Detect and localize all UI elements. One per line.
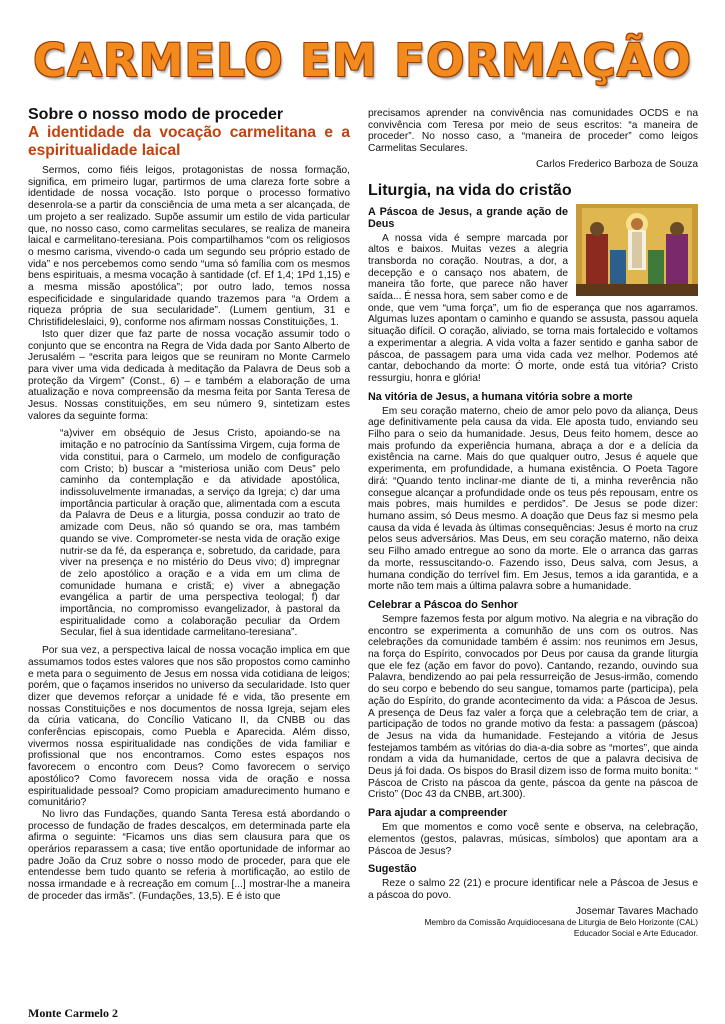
- right-column: [368, 108, 698, 938]
- paragraph: A nossa vida é sempre marcada por altos e baixos. Muitas vezes a alegria transborda no coração. Noutras, a dor, a decepção e o cansaço nos abatem, de maneira tão forte, que parece não haver saída... É nessa hora, sem saber como e de onde, que vem “uma força”, um fio de esperança que nos agarramos. Algumas luzes apontam o caminho e quando se assusta, passou aquela situação difícil. O coração, aliviado, se torna mais fortalecido e voltamos a experimentar a alegria. A vida volta a fazer sentido e ganha sabor de páscoa, de passagem para uma vida cada vez melhor. Podemos até cantar, debochando da morte: Ó morte, onde está tua vitória? Cristo ressurgiu, honra e glória!: [368, 232, 698, 384]
- author-affiliation: Membro da Comissão Arquidiocesana de Liturgia de Belo Horizonte (CAL): [424, 917, 698, 928]
- paragraph: No livro das Fundações, quando Santa Teresa está abordando o processo de fundação de frades descalços, em determinada parte ela afirma o seguinte: “Ficamos uns dias sem clausura para que os operários reparassem a casa; tive então oportunidade de informar ao padre João da Cruz sobre o nosso modo de proceder, para que ele entendesse bem tudo quanto se referia à mortificação, ao estilo de nossa irmandade e à recreação em comum [...] mostrar-lhe a maneira de proceder das irmãs”. (Fundações, 13,5). E é isto que: [28, 808, 350, 902]
- banner-title: CARMELO EM FORMAÇÃO: [33, 34, 692, 87]
- paragraph: precisamos aprender na convivência nas comunidades OCDS e na convivência com Teresa por meio de seus escritos: “a maneira de proceder”. No nosso caso, a “maneira de proceder” como leigos Carmelitas Seculares.: [368, 108, 698, 155]
- paragraph: Reze o salmo 22 (21) e procure identificar nele a Páscoa de Jesus e a páscoa do povo.: [368, 878, 698, 901]
- author-role: Educador Social e Arte Educador.: [573, 927, 698, 938]
- page-footer: Monte Carmelo 2: [28, 1006, 118, 1020]
- section-heading: Sugestão: [368, 863, 417, 876]
- section-heading: Para ajudar a compreender: [368, 807, 508, 820]
- author-signature: Josemar Tavares Machado: [575, 905, 698, 917]
- paragraph: Isto quer dizer que faz parte de nossa vocação assumir todo o conjunto que se encontra na Regra de Vida dada por Santo Alberto de Jerusalém – “escrita para leigos que se reuniram no Monte Carmelo para viver uma vida dedicada à meditação da Palavra de Deus sob a proteção da Virgem” (Const., 6) – e também a elaboração de uma atualização e nova compreensão da mesma feita por Santa Teresa de Jesus. Nossas constituições, em seu número 9, sintetizam estes valores da seguinte forma:: [28, 328, 350, 422]
- paragraph: Em que momentos e como você sente e observa, na celebração, elementos (gestos, palavras, músicas, símbolos) que apontam ara a Páscoa de Jesus?: [368, 822, 698, 857]
- section-heading: Na vitória de Jesus, a humana vitória sobre a morte: [368, 390, 633, 403]
- article-title-liturgia: Liturgia, na vida do cristão: [368, 181, 572, 199]
- left-column: [28, 106, 350, 903]
- paragraph: Sermos, como fiéis leigos, protagonistas de nossa formação, significa, em primeiro lugar, partirmos de uma clareza forte sobre a identidade de nossa vocação. Isto porque o processo formativo desenrola-se a partir da consciência de uma meta a ser alcançada, de um projeto a ser realizado. Supõe assumir um estilo de vida particular que, no nosso caso, como carmelitas seculares, se realiza de maneira laical e carmelitano-teresiana. Pois compartilhamos “com os religiosos o mesmo carisma, vivendo-o cada um segundo seu próprio estado de vida” e nos percebemos como sendo “uma só família com os mesmos bens espirituais, a mesma vocação à santidade (cf. Ef 1,4; 1Pd 1,15) e a mesma missão apostólica”; por outro lado, temos nossa especificidade e singularidade quando trazemos para “a Ordem a riqueza própria de sua secularidade”. (Lumem gentium, 31 e Christifideleslaici, 9), conforme nos afirmam nossas Constituições, 1.: [28, 165, 350, 329]
- author-signature: Carlos Frederico Barboza de Souza: [536, 158, 698, 170]
- paragraph: Sempre fazemos festa por algum motivo. Na alegria e na vibração do encontro se experimenta a comunhão de uns com os outros. Nas celebrações da comunidade também é assim: nos reunimos em Jesus, na força do Espírito, convocados por Deus por causa da grande liturgia que ele fez (ação em favor do povo). Cantando, rezando, ouvindo sua Palavra, bendizendo ao pai pela ressurreição de Jesus-irmão, comendo do seu corpo e bebendo do seu sangue, tomamos parte (participa), pela ação do Espírito, do grande acontecimento da vida: a Páscoa de Jesus. A presença de Deus faz valer a força que a celebração tem de criar, a participação de todos no grande motivo da festa: a passagem (páscoa) de Jesus na vida da humanidade. Festejando a vitória de Jesus festejamos também as vitórias do dia-a-dia sobre as “mortes”, que ainda rondam a vida da humanidade, certos de que a palavra decisiva de Deus já foi dada. Os bispos do Brasil dizem isso de forma muito bonita: “ Páscoa de Cristo na páscoa da gente, páscoa da gente na páscoa de Cristo” (Doc 43 da CNBB, art.300).: [368, 613, 698, 801]
- section-heading: Celebrar a Páscoa do Senhor: [368, 598, 519, 611]
- article-subtitle: A identidade da vocação carmelitana e a espiritualidade laical: [28, 124, 350, 159]
- section-heading: A Páscoa de Jesus, a grande ação de Deus: [368, 205, 568, 230]
- resurrection-painting-icon: [576, 204, 698, 296]
- constitutions-quote: “a)viver em obséquio de Jesus Cristo, apoiando-se na imitação e no patrocínio da Santíssima Virgem, cuja forma de vida constitui, para o Carmelo, um modelo de configuração com Cristo; b) buscar a “misteriosa união com Deus” pelo caminho da contemplação e da atividade apostólica, indissoluvelmente irmanadas, a serviço da Igreja; c) dar uma importância particular à oração que, alimentada com a escuta da Palavra de Deus e a liturgia, possa conduzir ao trato de amizade com Deus, não só quando se ora, mas também quando se vive. Comprometer-se nesta vida de oração exige nutrir-se da fé, da esperança e, sobretudo, da caridade, para viver na presença e no mistério do Deus vivo; d) impregnar de zelo apostólico a oração e a vida em um clima de comunidade humana e cristã; e) viver a abnegação evangélica a partir de uma perspectiva teologal; f) dar importância, no compromisso evangelizador, à pastoral da espiritualidade como a colaboração peculiar da Ordem Secular, fiel à sua identidade carmelitano-teresiana”.: [60, 428, 340, 639]
- paragraph: Por sua vez, a perspectiva laical de nossa vocação implica em que assumamos todos estes valores que nos são propostos como caminho e meta para o seguimento de Jesus em nossa vida cotidiana de leigos; porém, que o façamos inseridos no universo da secularidade. Isto quer dizer que devemos reforçar a unidade fé e vida, tão presente em nossas Constituições e nos documentos de nossa Igreja, sejam eles da cúria vaticana, do Concílio Vaticano II, da CNBB ou das conferências episcopais, como Puebla e Aparecida. Além disso, vivermos nossa espiritualidade nas condições de vida familiar e profissional que nos encontramos. Como estes espaços nos favorecem o encontro com Deus? Como favorecem o serviço apostólico? Como favorecem nossa vida de oração e nossa espiritualidade pessoal? Como propiciam amadurecimento humano e comunitário?: [28, 645, 350, 809]
- paragraph: Em seu coração materno, cheio de amor pelo povo da aliança, Deus age definitivamente pela causa da vida. Ele aposta tudo, enviando seu Filho para o seio da humanidade. Jesus, Deus feito homem, desce ao mais profundo da experiência humana, abraça a dor e a delícia da existência na carne. Mais do que qualquer outro, Jesus é aquele que experimenta, em profundidade, a humana existência. O Poeta Tagore dirá: “Quando tento inclinar-me diante de ti, a minha reverência não consegue alcançar a profundidade onde os teus pés repousam, entre os mais pobres, mais humildes e perdidos”. De Jesus se pode dizer: humano assim, só Deus mesmo. A doação que Deus faz si mesmo pela causa da vida é levada às últimas consequências: Jesus é morto na cruz pelos seus adversários. Mas Deus, em seu coração materno, não deixa seu Filho amado entregue ao sono da morte. Ele o arranca das garras da morte, ressuscitando-o. Fazendo isso, Deus salva, com Jesus, a humana condição do terrível fim. Em Jesus, temos a ida garantida, e a morte não tem mais a última palavra sobre a humanidade.: [368, 405, 698, 593]
- article-title: Sobre o nosso modo de proceder: [28, 106, 284, 123]
